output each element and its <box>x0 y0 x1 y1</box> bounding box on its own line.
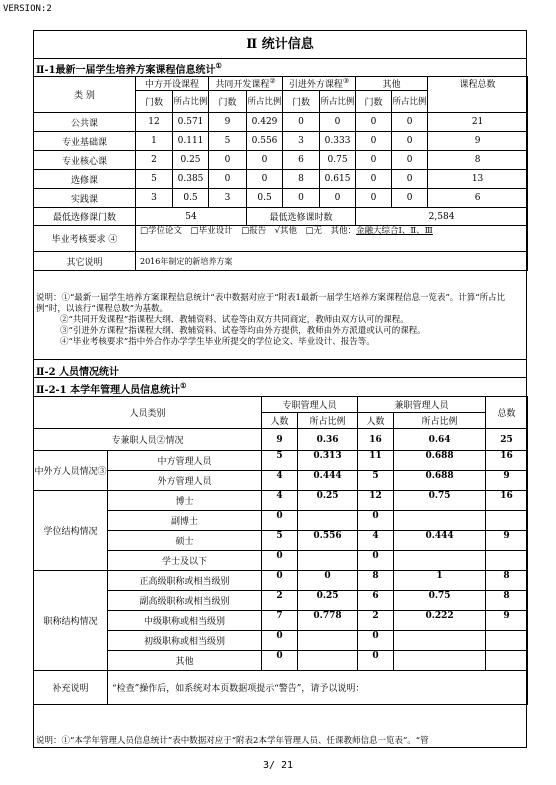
row-label: 副高级职称或相当级别 <box>108 591 262 611</box>
table-cell: 0.111 <box>173 132 209 151</box>
section-1-notes <box>36 293 522 348</box>
table-cell: 0.429 <box>247 113 283 132</box>
table-row <box>34 631 528 651</box>
grad-options-text: □学位论文 □毕业设计 □报告 √其他 □无 其他： <box>140 226 357 236</box>
table-cell: 8 <box>486 591 528 611</box>
sub-count: 人数 <box>358 413 394 429</box>
table-row <box>34 571 528 591</box>
table-cell: 12 <box>358 491 394 511</box>
table-row <box>34 491 528 511</box>
cell-count: 16 <box>358 429 394 451</box>
table-cell: 0.5 <box>173 189 209 208</box>
row-label: 外方管理人员 <box>108 471 262 491</box>
row-label: 中方管理人员 <box>108 451 262 471</box>
cell-total: 25 <box>486 429 528 451</box>
table-cell <box>394 551 486 571</box>
min-hours-label: 最低选修课时数 <box>247 208 356 226</box>
group-header-other: 其他 <box>356 77 428 91</box>
version-label: VERSION:2 <box>3 4 52 14</box>
supp-label: 补充说明 <box>34 671 108 705</box>
group-label: 中外方人员情况③ <box>34 451 108 491</box>
row-label: 正高级职称或相当级别 <box>108 571 262 591</box>
table-cell <box>298 551 358 571</box>
table-cell: 0.25 <box>298 591 358 611</box>
table-cell: 0 <box>320 113 356 132</box>
col-type-header: 类 别 <box>34 77 136 113</box>
row-label: 副博士 <box>108 511 262 531</box>
table-row <box>34 429 528 451</box>
table-cell: 21 <box>428 113 528 132</box>
table-cell: 0 <box>358 511 394 531</box>
table-row <box>34 113 528 132</box>
table-cell: 11 <box>358 451 394 471</box>
table-cell: 1 <box>394 571 486 591</box>
table-cell: 9 <box>486 611 528 631</box>
statistics-frame <box>33 30 527 748</box>
sub-ratio: 所占比例 <box>320 91 356 113</box>
table-row <box>34 511 528 531</box>
table-row <box>34 170 528 189</box>
row-label: 中级职称或相当级别 <box>108 611 262 631</box>
table-cell: 8 <box>358 571 394 591</box>
table-cell: 0 <box>262 631 298 651</box>
table-cell: 5 <box>262 531 298 551</box>
table-cell: 0 <box>392 189 428 208</box>
table-cell: 0 <box>392 170 428 189</box>
table-cell: 8 <box>486 571 528 591</box>
cell-count: 9 <box>262 429 298 451</box>
table-cell: 9 <box>486 471 528 491</box>
group-label: 学位结构情况 <box>34 491 108 571</box>
table-cell: 0 <box>283 113 320 132</box>
section-1-heading <box>34 61 526 75</box>
table-cell: 9 <box>209 113 247 132</box>
table-cell: 0.222 <box>394 611 486 631</box>
table-cell: 5 <box>262 451 298 471</box>
fulltime-header: 专职管理人员 <box>262 397 358 413</box>
section-2-1-heading <box>34 381 526 396</box>
table-row <box>34 651 528 671</box>
table-cell: 6 <box>283 151 320 170</box>
table-cell: 0 <box>358 551 394 571</box>
table-cell: 0 <box>358 631 394 651</box>
table-cell: 4 <box>262 491 298 511</box>
footnote-marker: ① <box>180 381 187 390</box>
table-cell: 0.444 <box>298 471 358 491</box>
table-cell <box>298 631 358 651</box>
table-cell: 0.571 <box>173 113 209 132</box>
table-cell <box>486 551 528 571</box>
note-2: ②“共同开发课程”指课程大纲、教辅资料、试卷等由双方共同商定，教师由双方认可的课程。 <box>60 315 409 325</box>
group-label: 职称结构情况 <box>34 571 108 671</box>
table-cell: 0.556 <box>298 531 358 551</box>
sub-ratio: 所占比例 <box>247 91 283 113</box>
table-cell: 0 <box>392 132 428 151</box>
course-stats-table <box>33 76 528 271</box>
row-label: 专业核心课 <box>34 151 136 170</box>
sub-count: 门数 <box>209 91 247 113</box>
table-row <box>34 531 528 551</box>
table-cell: 0.615 <box>320 170 356 189</box>
row-label: 专兼职人员②情况 <box>34 429 262 451</box>
grad-other-value: 金融大综合Ⅰ、Ⅱ、Ⅲ <box>356 226 433 236</box>
table-cell: 0.25 <box>298 491 358 511</box>
row-label: 硕士 <box>108 531 262 551</box>
min-hours-value: 2,584 <box>356 208 528 226</box>
other-label: 其它说明 <box>34 252 136 271</box>
supp-text: “检查”操作后，如系统对本页数据项提示“警告”，请予以说明： <box>108 671 528 705</box>
table-cell: 4 <box>262 471 298 491</box>
table-cell: 0.688 <box>394 471 486 491</box>
row-label: 专业基础课 <box>34 132 136 151</box>
row-label: 选修课 <box>34 170 136 189</box>
note-4: ④“毕业考核要求”指中外合作办学学生毕业所提交的学位论文、毕业设计、报告等。 <box>60 337 375 347</box>
row-label: 其他 <box>108 651 262 671</box>
table-cell: 0 <box>247 170 283 189</box>
table-row <box>34 189 528 208</box>
table-cell: 6 <box>428 189 528 208</box>
table-cell <box>298 511 358 531</box>
footnote-marker: ① <box>215 61 222 70</box>
cell-ratio: 0.64 <box>394 429 486 451</box>
table-cell: 0 <box>356 189 392 208</box>
table-cell <box>298 651 358 671</box>
table-row <box>34 591 528 611</box>
table-cell: 0.778 <box>298 611 358 631</box>
table-cell: 0.333 <box>320 132 356 151</box>
table-row <box>34 471 528 491</box>
table-cell: 0 <box>283 189 320 208</box>
staff-stats-table <box>33 396 528 705</box>
staff-type-header: 人员类别 <box>34 397 262 429</box>
note-1: 说明：①“最新一届学生培养方案课程信息统计”表中数据对应于“附表1最新一届学生培养方案课程信息一览表”。计算“所占比例”时，以该行“课程总数”为基数。 <box>36 293 506 314</box>
table-cell: 6 <box>358 591 394 611</box>
group-header-cn: 中方开设课程 <box>136 77 209 91</box>
grad-req-label: 毕业考核要求 ④ <box>34 226 136 252</box>
sub-count: 门数 <box>356 91 392 113</box>
table-cell: 2 <box>136 151 173 170</box>
table-cell: 5 <box>209 132 247 151</box>
section-2-1-heading-text: Ⅱ-2-1 本学年管理人员信息统计 <box>36 385 181 396</box>
table-cell: 0 <box>262 511 298 531</box>
table-row <box>34 451 528 471</box>
sub-ratio: 所占比例 <box>392 91 428 113</box>
table-cell: 0.385 <box>173 170 209 189</box>
row-label: 初级职称或相当级别 <box>108 631 262 651</box>
row-label: 实践课 <box>34 189 136 208</box>
table-cell: 0.5 <box>247 189 283 208</box>
divider <box>34 377 526 378</box>
table-cell: 0.75 <box>394 591 486 611</box>
table-cell: 0.75 <box>394 491 486 511</box>
divider <box>34 359 526 360</box>
table-cell: 0 <box>298 571 358 591</box>
table-cell: 8 <box>283 170 320 189</box>
table-cell: 0 <box>262 551 298 571</box>
section-2-note: 说明：①“本学年管理人员信息统计”表中数据对应于“附表2本学年管理人员、任课教师信息一览表”。“管 <box>36 736 429 746</box>
table-cell: 5 <box>136 170 173 189</box>
table-cell: 0 <box>358 651 394 671</box>
table-cell <box>486 511 528 531</box>
grad-req-options <box>136 226 528 252</box>
other-value: 2016年制定的新培养方案 <box>136 252 528 271</box>
table-cell: 2 <box>358 611 394 631</box>
sub-count: 门数 <box>136 91 173 113</box>
table-cell: 0 <box>209 170 247 189</box>
sub-count: 人数 <box>262 413 298 429</box>
parttime-header: 兼职管理人员 <box>358 397 486 413</box>
table-cell: 0 <box>356 170 392 189</box>
table-cell: 0.75 <box>320 151 356 170</box>
table-cell: 0.313 <box>298 451 358 471</box>
table-cell: 0.556 <box>247 132 283 151</box>
table-cell: 0 <box>392 113 428 132</box>
table-cell: 7 <box>262 611 298 631</box>
table-cell: 3 <box>136 189 173 208</box>
table-cell <box>394 631 486 651</box>
table-cell: 5 <box>358 471 394 491</box>
table-cell: 0 <box>209 151 247 170</box>
sub-count: 门数 <box>283 91 320 113</box>
page-number: 3/ 21 <box>262 760 294 771</box>
table-cell: 9 <box>428 132 528 151</box>
total-header: 总数 <box>486 397 528 429</box>
table-cell: 16 <box>486 451 528 471</box>
table-cell: 13 <box>428 170 528 189</box>
table-cell: 0.25 <box>173 151 209 170</box>
table-cell: 0.444 <box>394 531 486 551</box>
table-cell: 0 <box>392 151 428 170</box>
table-cell: 3 <box>209 189 247 208</box>
table-cell: 12 <box>136 113 173 132</box>
table-cell: 0 <box>356 151 392 170</box>
page-title: Ⅱ 统计信息 <box>34 31 526 59</box>
group-header-joint: 共同开发课程② <box>209 77 283 91</box>
section-2-heading: Ⅱ-2 人员情况统计 <box>36 367 120 378</box>
row-label: 学士及以下 <box>108 551 262 571</box>
table-cell: 4 <box>358 531 394 551</box>
table-cell: 0 <box>262 571 298 591</box>
table-cell <box>486 651 528 671</box>
table-cell <box>486 631 528 651</box>
sub-ratio: 所占比例 <box>173 91 209 113</box>
table-cell: 9 <box>486 531 528 551</box>
note-3: ③“引进外方课程”指课程大纲、教辅资料、试卷等均由外方提供，教师由外方派遣或认可的课程。 <box>60 326 426 336</box>
table-cell: 3 <box>283 132 320 151</box>
row-label: 公共课 <box>34 113 136 132</box>
table-cell: 0 <box>320 189 356 208</box>
table-cell: 8 <box>428 151 528 170</box>
table-cell: 0 <box>356 132 392 151</box>
min-course-value: 54 <box>136 208 247 226</box>
table-row <box>34 151 528 170</box>
section-1-heading-text: Ⅱ-1最新一届学生培养方案课程信息统计 <box>36 65 216 76</box>
table-cell: 16 <box>486 491 528 511</box>
table-cell: 0.688 <box>394 451 486 471</box>
group-header-foreign: 引进外方课程③ <box>283 77 356 91</box>
min-course-label: 最低选修课门数 <box>34 208 136 226</box>
table-row <box>34 551 528 571</box>
sub-ratio: 所占比例 <box>394 413 486 429</box>
sub-ratio: 所占比例 <box>298 413 358 429</box>
table-row <box>34 132 528 151</box>
group-header-total: 课程总数 <box>428 77 528 113</box>
row-label: 博士 <box>108 491 262 511</box>
table-cell: 1 <box>136 132 173 151</box>
table-cell <box>394 651 486 671</box>
cell-ratio: 0.36 <box>298 429 358 451</box>
table-cell: 0 <box>247 151 283 170</box>
table-cell: 0 <box>262 651 298 671</box>
table-cell: 2 <box>262 591 298 611</box>
table-cell: 0 <box>356 113 392 132</box>
table-row <box>34 611 528 631</box>
table-cell <box>394 511 486 531</box>
